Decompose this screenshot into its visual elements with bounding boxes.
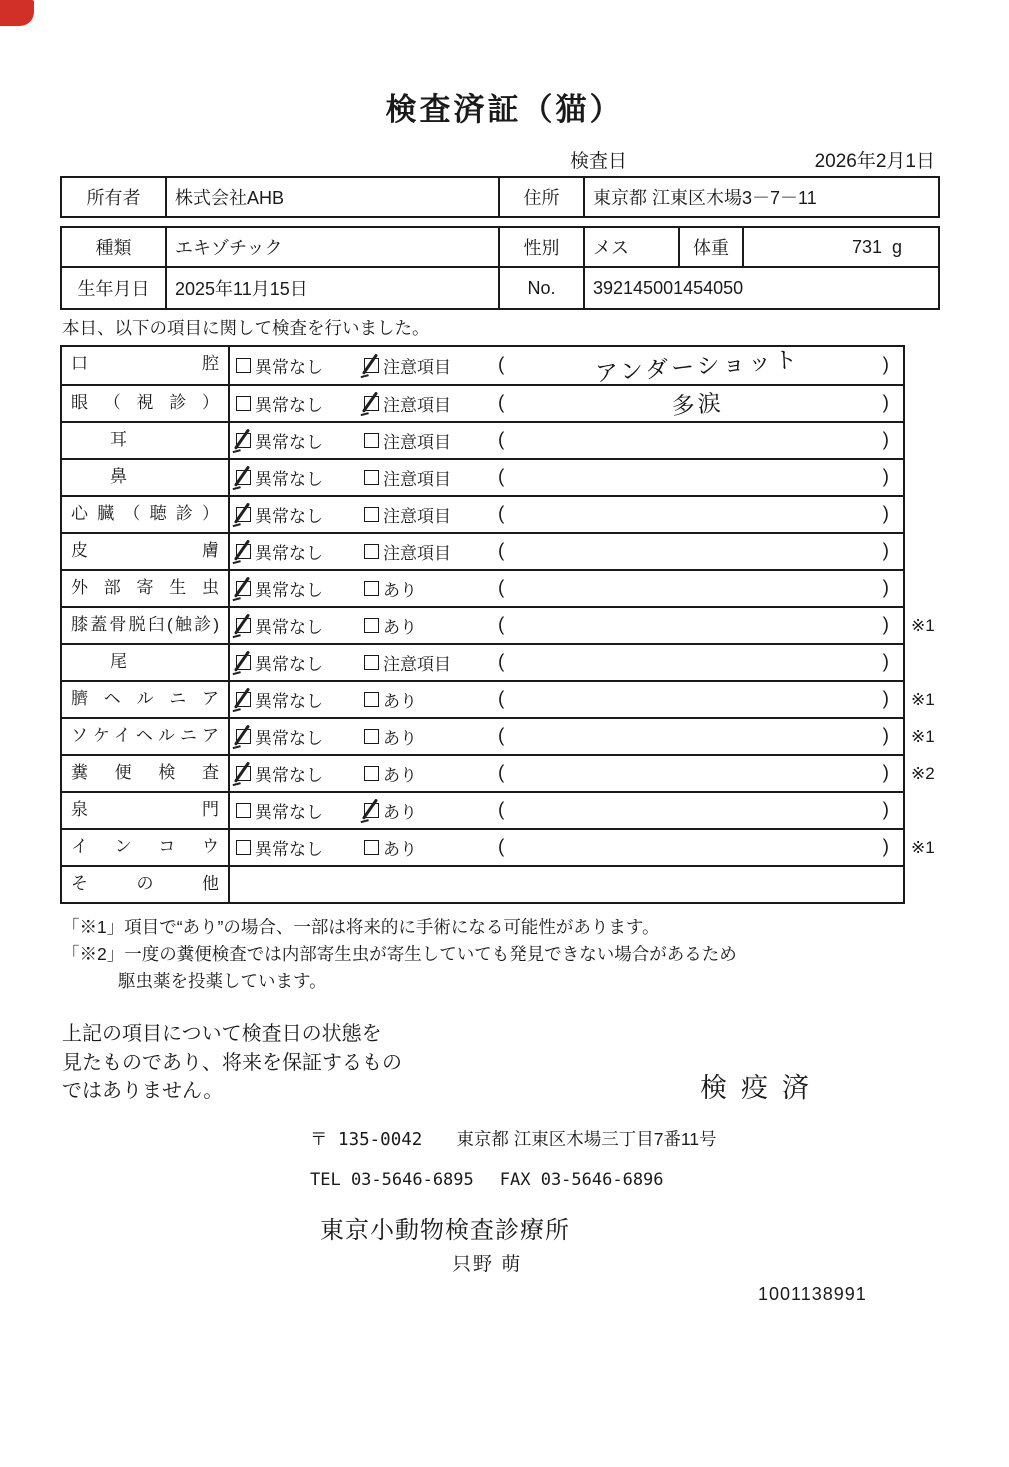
checkbox-icon [364, 729, 379, 744]
option-label: 異常なし [255, 470, 323, 489]
close-paren: ) [882, 577, 889, 599]
option-label: 異常なし [255, 507, 323, 526]
footnote-2: 「※2」一度の糞便検査では内部寄生虫が寄生していても発見できない場合があるため [62, 944, 737, 964]
open-paren: ( [498, 836, 505, 858]
open-paren: ( [498, 688, 505, 710]
document-serial-number: 1001138991 [758, 1284, 867, 1304]
handwritten-check-icon [362, 354, 378, 375]
exam-row-fields [230, 867, 903, 902]
exam-item-name: 臍ヘルニア [62, 682, 230, 717]
option-no-abnormality [230, 613, 364, 638]
weight-unit: g [891, 236, 902, 257]
checkbox-icon [236, 803, 251, 818]
option-present [364, 724, 492, 749]
close-paren: ) [882, 799, 889, 821]
exam-row-fields [230, 830, 935, 865]
handwritten-note [532, 725, 862, 748]
exam-row-fields [230, 497, 903, 532]
exam-row-fields [230, 756, 935, 791]
option-no-abnormality [230, 798, 364, 823]
checkbox-icon [364, 507, 379, 522]
open-paren: ( [498, 354, 505, 376]
owner-value: 株式会社AHB [165, 178, 498, 216]
exam-item-name: 泉門 [62, 793, 230, 828]
birth-label: 生年月日 [77, 279, 150, 299]
close-paren: ) [882, 354, 889, 376]
option-label: 異常なし [255, 358, 323, 377]
remarks-field [492, 756, 903, 791]
handwritten-note [532, 799, 862, 822]
exam-item-name: 膝蓋骨脱臼(触診) [62, 608, 230, 643]
disclaimer-line: ではありません。 [62, 1080, 224, 1102]
option-label: 異常なし [255, 803, 323, 822]
handwritten-check-icon [234, 466, 250, 487]
exam-row-fields [230, 460, 903, 495]
checkbox-icon [236, 544, 251, 559]
clinic-address-line [310, 1126, 717, 1151]
exam-row-external-parasites [62, 569, 903, 606]
disclaimer-line: 上記の項目について検査日の状態を [62, 1023, 382, 1045]
clinic-phone-line [310, 1170, 664, 1190]
handwritten-check-icon [234, 651, 250, 672]
option-label: 注意項目 [383, 470, 451, 489]
handwritten-note [532, 688, 862, 711]
checkbox-icon [364, 766, 379, 781]
close-paren: ) [882, 688, 889, 710]
remarks-field [492, 793, 903, 828]
remarks-field [492, 645, 903, 680]
red-corner-stamp [0, 0, 34, 26]
checkbox-icon [236, 692, 251, 707]
owner-label: 所有者 [86, 188, 141, 208]
handwritten-check-icon [362, 799, 378, 820]
checkbox-icon [236, 766, 251, 781]
open-paren: ( [498, 429, 505, 451]
option-attention [364, 502, 492, 527]
checkbox-icon [364, 358, 379, 373]
exam-row-fields [230, 571, 903, 606]
option-label: 異常なし [255, 766, 323, 785]
exam-row-fontanelle [62, 791, 903, 828]
option-label: 異常なし [255, 618, 323, 637]
option-label: 注意項目 [383, 544, 451, 563]
exam-row-fields [230, 608, 935, 643]
exam-row-fields [230, 534, 903, 569]
option-label: あり [383, 618, 417, 637]
checkbox-icon [364, 618, 379, 633]
option-label: 異常なし [255, 433, 323, 452]
close-paren: ) [882, 725, 889, 747]
breed-row [62, 228, 938, 268]
sex-label: 性別 [498, 228, 583, 266]
exam-item-name: その他 [62, 867, 230, 902]
birth-value: 2025年11月15日 [165, 268, 498, 308]
exam-item-name: 心臓（聴診） [62, 497, 230, 532]
checkbox-icon [236, 655, 251, 670]
close-paren: ) [882, 429, 889, 451]
exam-row-heart [62, 495, 903, 532]
exam-date-label: 検査日 [570, 151, 628, 172]
option-no-abnormality [230, 502, 364, 527]
footnote-mark: ※1 [911, 615, 935, 635]
option-present [364, 576, 492, 601]
exam-table [60, 345, 935, 904]
option-label: 異常なし [255, 544, 323, 563]
postal-code: 〒 135-0042 [310, 1130, 423, 1150]
breed-value: エキゾチック [165, 228, 498, 266]
weight-value: 731 [851, 236, 882, 257]
checkbox-icon [364, 840, 379, 855]
footnote-mark: ※1 [911, 726, 935, 746]
exam-row-eyes [62, 384, 903, 421]
option-attention [364, 650, 492, 675]
handwritten-note: 多涙 [670, 388, 725, 419]
option-label: 異常なし [255, 396, 323, 415]
checkbox-icon [364, 581, 379, 596]
owner-table [60, 176, 940, 218]
option-label: 異常なし [255, 581, 323, 600]
open-paren: ( [498, 540, 505, 562]
handwritten-note [532, 836, 862, 859]
pet-table [60, 226, 940, 310]
remarks-field [492, 460, 903, 495]
checkbox-icon [236, 618, 251, 633]
disclaimer-line: 見たものであり、将来を保証するもの [62, 1051, 402, 1074]
remarks-field [492, 719, 903, 754]
option-no-abnormality [230, 539, 364, 564]
breed-label: 種類 [95, 238, 132, 258]
option-no-abnormality [230, 761, 364, 786]
exam-item-name: 耳 [62, 423, 230, 458]
checkbox-icon [236, 729, 251, 744]
handwritten-note [532, 762, 862, 785]
exam-row-fields [230, 423, 903, 458]
checkbox-icon [236, 581, 251, 596]
exam-row-umbilical-hernia [62, 680, 935, 717]
option-label: 異常なし [255, 692, 323, 711]
option-attention [364, 465, 492, 490]
close-paren: ) [882, 836, 889, 858]
open-paren: ( [498, 651, 505, 673]
option-label: 注意項目 [383, 358, 451, 377]
exam-row-nose [62, 458, 903, 495]
handwritten-check-icon [234, 503, 250, 524]
close-paren: ) [882, 392, 889, 414]
exam-row-other [62, 865, 903, 902]
option-label: 注意項目 [383, 433, 451, 452]
exam-item-name: 糞便検査 [62, 756, 230, 791]
remarks-field [492, 571, 903, 606]
quarantine-passed-text: 検疫済 [700, 1073, 823, 1103]
option-label: あり [383, 692, 417, 711]
exam-row-fecal-exam [62, 754, 935, 791]
handwritten-note [532, 540, 862, 563]
option-present [364, 613, 492, 638]
handwritten-check-icon [234, 614, 250, 635]
remarks-field [492, 497, 903, 532]
address-label: 住所 [498, 178, 583, 216]
open-paren: ( [498, 392, 505, 414]
close-paren: ) [882, 503, 889, 525]
option-present [364, 798, 492, 823]
no-value: 392145001454050 [583, 268, 938, 308]
option-present [364, 761, 492, 786]
close-paren: ) [882, 540, 889, 562]
option-label: 異常なし [255, 840, 323, 859]
weight-value-cell [742, 228, 938, 266]
clinic-name: 東京小動物検査診療所 [320, 1217, 570, 1244]
option-no-abnormality [230, 391, 364, 416]
birth-row [62, 268, 938, 308]
option-label: 異常なし [255, 655, 323, 674]
checkbox-icon [236, 840, 251, 855]
exam-item-name: 尾 [62, 645, 230, 680]
option-no-abnormality [230, 835, 364, 860]
tel-number: TEL 03-5646-6895 [310, 1170, 474, 1190]
handwritten-check-icon [234, 577, 250, 598]
remarks-field [492, 830, 903, 865]
weight-label: 体重 [678, 228, 742, 266]
owner-row [62, 178, 938, 216]
checkbox-icon [236, 507, 251, 522]
open-paren: ( [498, 725, 505, 747]
exam-row-oral [62, 347, 903, 384]
option-label: あり [383, 803, 417, 822]
footnote-mark: ※1 [911, 689, 935, 709]
exam-item-name: 外部寄生虫 [62, 571, 230, 606]
exam-date-value: 2026年2月1日 [814, 151, 935, 172]
option-label: あり [383, 766, 417, 785]
open-paren: ( [498, 503, 505, 525]
handwritten-note [532, 614, 862, 637]
checkbox-icon [364, 655, 379, 670]
intro-text: 本日、以下の項目に関して検査を行いました。 [62, 318, 430, 338]
disclaimer-text [62, 1020, 402, 1106]
open-paren: ( [498, 466, 505, 488]
exam-row-skin [62, 532, 903, 569]
handwritten-check-icon [234, 429, 250, 450]
handwritten-note [532, 577, 862, 600]
exam-item-name: インコウ [62, 830, 230, 865]
remarks-field [492, 534, 903, 569]
option-label: 注意項目 [383, 655, 451, 674]
exam-item-name: ソケイヘルニア [62, 719, 230, 754]
page-title: 検査済証（猫） [385, 92, 624, 127]
address-value: 東京都 江東区木場3－7－11 [583, 178, 938, 216]
exam-row-fields [230, 719, 935, 754]
close-paren: ) [882, 614, 889, 636]
exam-row-fields [230, 793, 903, 828]
option-label: あり [383, 840, 417, 859]
open-paren: ( [498, 799, 505, 821]
option-present [364, 687, 492, 712]
option-present [364, 835, 492, 860]
open-paren: ( [498, 577, 505, 599]
open-paren: ( [498, 614, 505, 636]
option-attention [364, 353, 492, 378]
no-label: No. [498, 268, 583, 308]
checkbox-icon [236, 433, 251, 448]
option-label: あり [383, 581, 417, 600]
close-paren: ) [882, 651, 889, 673]
option-no-abnormality [230, 353, 364, 378]
sex-value: メス [583, 228, 678, 266]
exam-item-name: 皮膚 [62, 534, 230, 569]
checkbox-icon [364, 544, 379, 559]
option-no-abnormality [230, 650, 364, 675]
fax-number: FAX 03-5646-6896 [499, 1170, 664, 1190]
handwritten-note [532, 429, 862, 452]
handwritten-check-icon [234, 762, 250, 783]
option-no-abnormality [230, 687, 364, 712]
remarks-field [492, 423, 903, 458]
exam-row-fields [230, 645, 903, 680]
handwritten-check-icon [362, 392, 378, 413]
checkbox-icon [236, 396, 251, 411]
exam-row-fields [230, 682, 935, 717]
exam-item-name: 鼻 [62, 460, 230, 495]
option-no-abnormality [230, 465, 364, 490]
handwritten-note [532, 466, 862, 489]
handwritten-note [532, 503, 862, 526]
option-attention [364, 391, 492, 416]
checkbox-icon [364, 470, 379, 485]
option-attention [364, 539, 492, 564]
close-paren: ) [882, 466, 889, 488]
remarks-field [492, 608, 903, 643]
checkbox-icon [364, 803, 379, 818]
exam-row-fields [230, 386, 903, 421]
exam-row-inkou [62, 828, 935, 865]
checkbox-icon [364, 692, 379, 707]
footnote-1: 「※1」項目で“あり”の場合、一部は将来的に手術になる可能性があります。 [62, 917, 660, 937]
exam-item-name: 口腔 [62, 347, 230, 384]
option-label: 注意項目 [383, 396, 451, 415]
handwritten-note: アンダーショット [594, 345, 801, 386]
exam-row-ears [62, 421, 903, 458]
handwritten-check-icon [234, 540, 250, 561]
exam-row-tail [62, 643, 903, 680]
exam-row-patella [62, 606, 935, 643]
option-no-abnormality [230, 724, 364, 749]
option-label: 注意項目 [383, 507, 451, 526]
handwritten-note [532, 651, 862, 674]
option-label: 異常なし [255, 729, 323, 748]
exam-row-inguinal-hernia [62, 717, 935, 754]
remarks-field [492, 386, 903, 421]
checkbox-icon [236, 358, 251, 373]
exam-item-name: 眼（視診） [62, 386, 230, 421]
footnote-mark: ※1 [911, 837, 935, 857]
footnote-2-continued: 駆虫薬を投薬しています。 [118, 971, 327, 991]
footnote-mark: ※2 [911, 763, 935, 783]
handwritten-check-icon [234, 725, 250, 746]
remarks-field [492, 682, 903, 717]
clinic-street-address: 東京都 江東区木場三丁目7番11号 [456, 1129, 717, 1149]
open-paren: ( [498, 762, 505, 784]
close-paren: ) [882, 762, 889, 784]
handwritten-check-icon [234, 688, 250, 709]
checkbox-icon [364, 433, 379, 448]
examiner-name: 只野 萌 [452, 1254, 523, 1275]
option-label: あり [383, 729, 417, 748]
option-no-abnormality [230, 428, 364, 453]
checkbox-icon [236, 470, 251, 485]
checkbox-icon [364, 396, 379, 411]
option-no-abnormality [230, 576, 364, 601]
option-attention [364, 428, 492, 453]
